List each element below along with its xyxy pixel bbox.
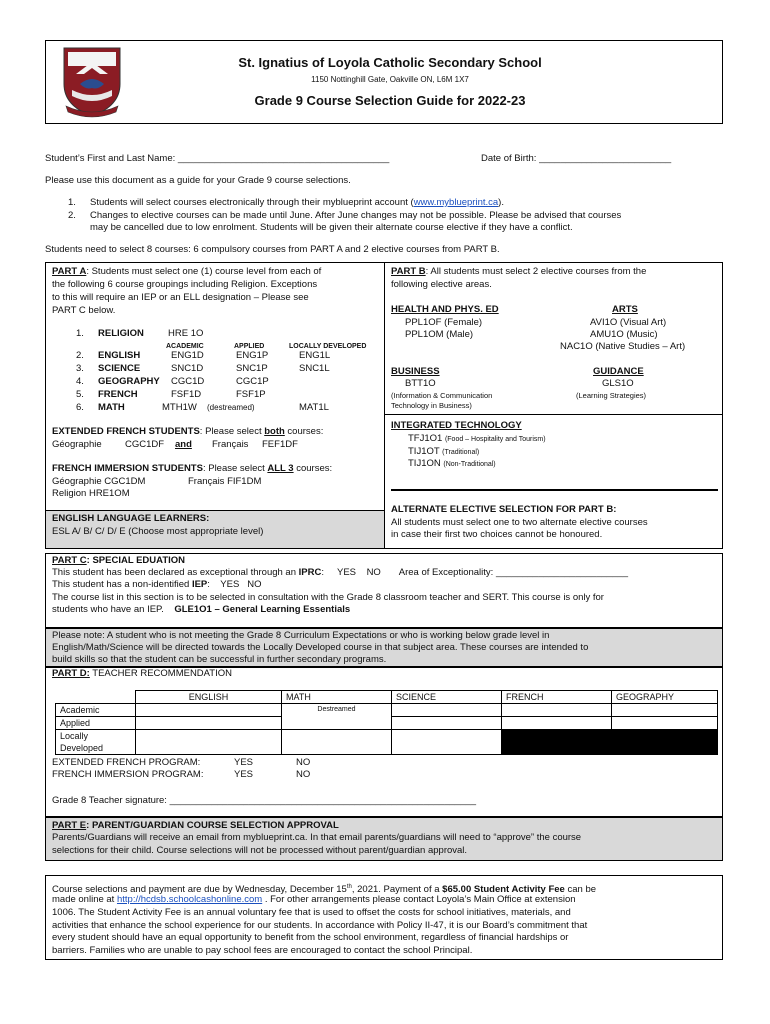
arts-title: ARTS xyxy=(612,304,638,315)
part-e-title: : PARENT/GUARDIAN COURSE SELECTION APPROVAL xyxy=(86,820,339,831)
ext-text: courses: xyxy=(284,426,324,437)
header-geography: GEOGRAPHY xyxy=(612,691,718,704)
row-number: 2. xyxy=(76,350,84,361)
ext-and: and xyxy=(175,439,192,450)
iprc-text: This student has been declared as exceptional through an xyxy=(52,567,299,578)
part-c-text: students who have an IEP. xyxy=(52,604,175,615)
row-label-applied: Applied xyxy=(56,717,136,730)
ext-geo-code: CGC1DF xyxy=(125,439,165,450)
row-number: 3. xyxy=(76,363,84,374)
tech-code: TFJ1O1 xyxy=(408,433,443,444)
row-academic: ENG1D xyxy=(171,350,204,361)
instruction-item-2-line-2: may be cancelled due to low enrolment. Students will be given their alternate course elective if they have a conflict. xyxy=(90,222,573,233)
col-applied-header: APPLIED xyxy=(234,343,265,350)
school-address: 1150 Nottinghill Gate, Oakville ON, L6M 1X7 xyxy=(311,75,469,84)
header-science: SCIENCE xyxy=(392,691,502,704)
row-applied: (destreamed) xyxy=(207,403,255,412)
cell-french-academic[interactable] xyxy=(502,704,612,717)
tech-code: TIJ1ON xyxy=(408,458,441,469)
part-b-label: PART B xyxy=(391,266,426,277)
row-applied: ENG1P xyxy=(236,350,269,361)
imm-title: FRENCH IMMERSION STUDENTS xyxy=(52,463,203,474)
cell-geography-applied[interactable] xyxy=(612,717,718,730)
col-academic-header: ACADEMIC xyxy=(166,343,204,350)
ext-text: : Please select xyxy=(199,426,265,437)
table-corner xyxy=(56,691,136,704)
imm-all: ALL 3 xyxy=(267,463,294,474)
row-local: MAT1L xyxy=(299,402,329,413)
part-c-label: PART C xyxy=(52,555,87,566)
health-title: HEALTH AND PHYS. ED xyxy=(391,304,499,315)
cell-science-academic[interactable] xyxy=(392,704,502,717)
part-c-title: : SPECIAL EDUATION xyxy=(86,555,186,566)
payment-line-6: barriers. Families who are unable to pay school fees are encouraged to contact the school Principal. xyxy=(52,945,473,956)
cell-english-applied[interactable] xyxy=(136,717,282,730)
row-number: 5. xyxy=(76,389,84,400)
ext-fr-code: FEF1DF xyxy=(262,439,298,450)
row-local: ENG1L xyxy=(299,350,331,361)
iep-text: This student has a non-identified xyxy=(52,579,192,590)
course-count-note: Students need to select 8 courses: 6 compulsory courses from PART A and 2 elective courses from PART B. xyxy=(45,244,500,255)
col-local-header: LOCALLY DEVELOPED xyxy=(289,343,367,350)
part-a-label: PART A xyxy=(52,266,87,277)
iprc-label: IPRC xyxy=(298,567,322,578)
iep-options[interactable]: : YES NO xyxy=(207,579,262,590)
ext-fr: Français xyxy=(212,439,249,450)
arts-course-2: AMU1O (Music) xyxy=(590,329,658,340)
ext-program-label: EXTENDED FRENCH PROGRAM: xyxy=(52,757,201,768)
part-c-line-3: The course list in this section is to be selected in consultation with the Grade 8 classroom teacher and SERT. This course is only for xyxy=(52,592,604,603)
payment-text: Course selections and payment are due by Wednesday, December 15 xyxy=(52,884,347,896)
teacher-signature-field[interactable]: Grade 8 Teacher signature: __________________________________________________________ xyxy=(52,795,477,806)
instruction-text: Students will select courses electronically through their myblueprint account ( xyxy=(90,197,414,208)
tech-row xyxy=(408,458,496,471)
row-academic: SNC1D xyxy=(171,363,204,374)
payment-text: made online at xyxy=(52,894,117,905)
iprc-options[interactable]: : YES NO Area of Exceptionality: _________________________ xyxy=(321,567,629,578)
instruction-number: 1. xyxy=(68,197,76,208)
school-crest-icon xyxy=(58,44,126,120)
myblueprint-link[interactable]: www.myblueprint.ca xyxy=(413,197,499,208)
part-a-text: : Students must select one (1) course level from each of xyxy=(86,266,322,277)
teacher-recommendation-table xyxy=(55,690,718,755)
imm-fr: Français FIF1DM xyxy=(188,476,262,487)
cell-english-local[interactable] xyxy=(136,730,282,755)
part-a-line-2: the following 6 course groupings including Religion. Exceptions xyxy=(52,279,318,290)
payment-text: can be xyxy=(564,884,597,896)
student-name-field[interactable]: Student’s First and Last Name: ________________________________________ xyxy=(45,153,390,164)
part-b-text: : All students must select 2 elective courses from the xyxy=(425,266,647,277)
alt-line-1: All students must select one to two alternate elective courses xyxy=(391,517,648,528)
payment-text: , 2021. Payment of a xyxy=(351,884,443,896)
imm-text: courses: xyxy=(293,463,333,474)
row-subject: FRENCH xyxy=(98,389,138,400)
immersion-heading xyxy=(52,463,332,475)
cell-english-academic[interactable] xyxy=(136,704,282,717)
alt-line-2: in case their first two choices cannot be honoured. xyxy=(391,529,603,540)
ext-title: EXTENDED FRENCH STUDENTS xyxy=(52,426,200,437)
payment-line-5: every student should have an equal opportunity to benefit from the school environment, regardless of financial hardships or xyxy=(52,932,569,943)
tech-row xyxy=(408,433,546,446)
row-academic: CGC1D xyxy=(171,376,205,387)
activity-fee: $65.00 Student Activity Fee xyxy=(442,884,565,896)
health-course-2: PPL1OM (Male) xyxy=(405,329,474,340)
iep-line xyxy=(52,579,261,591)
imm-no[interactable]: NO xyxy=(296,769,311,780)
row-subject: ENGLISH xyxy=(98,350,141,361)
instruction-item-1 xyxy=(90,197,504,209)
part-e-line-2: selections for their child. Course selections will not be processed without parent/guardian approval. xyxy=(52,845,468,856)
row-applied: FSF1P xyxy=(236,389,266,400)
imm-program-label: FRENCH IMMERSION PROGRAM: xyxy=(52,769,204,780)
ext-no[interactable]: NO xyxy=(296,757,311,768)
tech-code: TIJ1OT xyxy=(408,446,440,457)
header-math: MATH xyxy=(282,691,392,704)
row-subject: SCIENCE xyxy=(98,363,141,374)
payment-line-2 xyxy=(52,894,576,906)
part-e-label: PART E xyxy=(52,820,87,831)
tech-desc: (Food – Hospitality and Tourism) xyxy=(444,436,546,443)
instruction-item-2-line-1: Changes to elective courses can be made until June. After June changes may not be possible. Please be advised that courses xyxy=(90,210,622,221)
payment-sup: th xyxy=(346,884,352,890)
intro-text: Please use this document as a guide for your Grade 9 course selections. xyxy=(45,175,351,186)
row-local: SNC1L xyxy=(299,363,330,374)
tech-title: INTEGRATED TECHNOLOGY xyxy=(391,420,522,431)
date-of-birth-field[interactable]: Date of Birth: _________________________ xyxy=(481,153,672,164)
guidance-course: GLS1O xyxy=(602,378,634,389)
business-title: BUSINESS xyxy=(391,366,440,377)
part-d-label: PART D: xyxy=(52,668,90,679)
header-french: FRENCH xyxy=(502,691,612,704)
note-line-3: build skills so that the student can be successful in further secondary programs. xyxy=(52,654,387,665)
gle-course: GLE1O1 – General Learning Essentials xyxy=(174,604,351,615)
part-d-title: TEACHER RECOMMENDATION xyxy=(89,668,232,679)
arts-course-3: NAC1O (Native Studies – Art) xyxy=(560,341,686,352)
note-line-1: Please note: A student who is not meeting the Grade 8 Curriculum Expectations or who is working below grade level in xyxy=(52,630,550,641)
row-label-academic: Academic xyxy=(56,704,136,717)
imm-text: : Please select xyxy=(202,463,268,474)
row-subject: MATH xyxy=(98,402,125,413)
cell-science-applied[interactable] xyxy=(392,717,502,730)
part-c-heading xyxy=(52,555,185,567)
ell-title: ENGLISH LANGUAGE LEARNERS: xyxy=(52,513,210,524)
note-line-2: English/Math/Science will be directed towards the Locally Developed course in that subject area. These courses are intended to xyxy=(52,642,589,653)
business-desc-2: Technology in Business) xyxy=(391,401,472,410)
ext-yes[interactable]: YES xyxy=(234,757,254,768)
imm-yes[interactable]: YES xyxy=(234,769,254,780)
schoolcash-link[interactable]: http://hcdsb.schoolcashonline.com xyxy=(116,894,263,905)
iep-label: IEP xyxy=(191,579,208,590)
instruction-number: 2. xyxy=(68,210,76,221)
ell-text: ESL A/ B/ C/ D/ E (Choose most appropriate level) xyxy=(52,526,264,537)
guidance-desc: (Learning Strategies) xyxy=(576,391,647,400)
cell-geography-local-blocked xyxy=(612,730,718,755)
cell-geography-academic[interactable] xyxy=(612,704,718,717)
religion-number: 1. xyxy=(76,328,84,339)
arts-course-1: AVI1O (Visual Art) xyxy=(590,317,667,328)
divider xyxy=(385,414,723,415)
school-name: St. Ignatius of Loyola Catholic Secondary School xyxy=(238,55,542,70)
part-c-line-4 xyxy=(52,604,350,616)
column-divider xyxy=(384,262,385,549)
part-b-line-1 xyxy=(391,266,646,278)
part-a-line-4: PART C below. xyxy=(52,305,116,316)
payment-text: . For other arrangements please contact Loyola’s Main Office at extension xyxy=(262,894,576,905)
business-course: BTT1O xyxy=(405,378,436,389)
cell-french-applied[interactable] xyxy=(502,717,612,730)
imm-rel: Religion HRE1OM xyxy=(52,488,130,499)
header-english: ENGLISH xyxy=(136,691,282,704)
ext-geo: Géographie xyxy=(52,439,102,450)
tech-desc: (Traditional) xyxy=(442,449,480,456)
cell-french-local-blocked xyxy=(502,730,612,755)
part-e-line-1: Parents/Guardians will receive an email from myblueprint.ca. In that email parents/guardians will need to “approve” the course xyxy=(52,832,582,843)
part-a-line-3: to this will require an IEP or an ELL designation – Please see xyxy=(52,292,309,303)
part-b-line-2: following elective areas. xyxy=(391,279,492,290)
row-number: 4. xyxy=(76,376,84,387)
part-d-heading xyxy=(52,668,232,680)
cell-science-local[interactable] xyxy=(392,730,502,755)
ext-both: both xyxy=(264,426,285,437)
instruction-text: ). xyxy=(498,197,504,208)
cell-math-destreamed[interactable]: Destreamed xyxy=(282,704,392,730)
row-applied: CGC1P xyxy=(236,376,269,387)
guidance-title: GUIDANCE xyxy=(593,366,644,377)
tech-desc: (Non-Traditional) xyxy=(443,461,496,468)
health-course-1: PPL1OF (Female) xyxy=(405,317,483,328)
row-academic: MTH1W xyxy=(162,402,197,413)
thick-divider xyxy=(391,489,718,491)
row-subject: GEOGRAPHY xyxy=(98,376,160,387)
religion-code: HRE 1O xyxy=(168,328,204,339)
payment-line-4: activities that enhance the school experience for our students. In accordance with Policy II-47, it is our Board’s commitment that xyxy=(52,920,588,931)
row-academic: FSF1D xyxy=(171,389,202,400)
alt-title: ALTERNATE ELECTIVE SELECTION FOR PART B: xyxy=(391,504,617,515)
guide-title: Grade 9 Course Selection Guide for 2022-23 xyxy=(254,93,526,108)
business-desc-1: (Information & Communication xyxy=(391,391,493,400)
row-applied: SNC1P xyxy=(236,363,268,374)
imm-geo: Géographie CGC1DM xyxy=(52,476,146,487)
extended-french-heading xyxy=(52,426,323,438)
payment-line-3: 1006. The Student Activity Fee is an annual voluntary fee that is used to offset the costs for school initiatives, materials, and xyxy=(52,907,571,918)
iprc-line xyxy=(52,567,628,579)
religion-subject: RELIGION xyxy=(98,328,144,339)
row-label-local: Locally Developed xyxy=(56,730,136,755)
cell-math-local[interactable] xyxy=(282,730,392,755)
row-number: 6. xyxy=(76,402,84,413)
part-a-line-1 xyxy=(52,266,321,278)
part-e-heading xyxy=(52,820,339,832)
